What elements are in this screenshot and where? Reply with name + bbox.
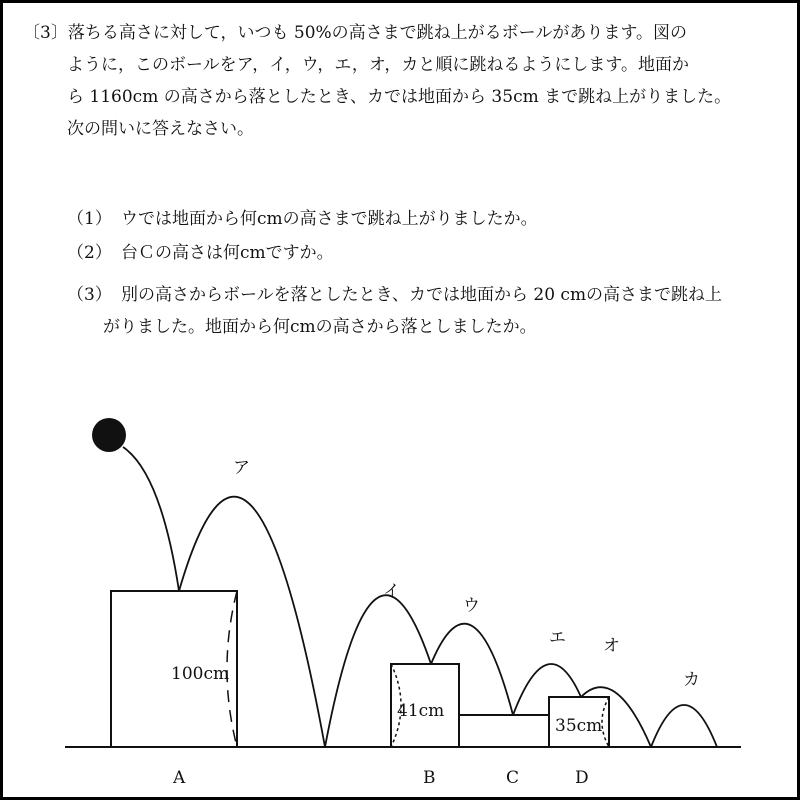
- platform-c: [459, 715, 549, 747]
- problem-line: ように，このボールをア，イ，ウ，エ，オ，カと順に跳ねるようにします。地面か: [67, 55, 690, 75]
- ball: [92, 418, 126, 452]
- question-text-continued: がりました。地面から何cmの高さから落としましたか。: [103, 317, 537, 337]
- platform-label-d: D: [575, 768, 589, 788]
- height-label-d: 35cm: [555, 716, 603, 736]
- bounce-label-i: イ: [383, 582, 400, 602]
- bounce-label-o: オ: [603, 636, 620, 656]
- height-label-a: 100cm: [171, 664, 230, 684]
- bounce-figure: [3, 3, 797, 797]
- height-label-b: 41cm: [397, 701, 445, 721]
- question-text: 別の高さからボールを落としたとき、カでは地面から 20 cmの高さまで跳ね上: [121, 285, 723, 305]
- question-number: （1）: [67, 209, 112, 229]
- problem-line: 次の問いに答えなさい。: [67, 119, 254, 139]
- problem-line: ら 1160cm の高さから落としたとき、カでは地面から 35cm まで跳ね上がりました。: [67, 87, 732, 107]
- bounce-label-ka: カ: [683, 670, 700, 690]
- bounce-label-a: ア: [233, 458, 250, 478]
- question-number: （3）: [67, 285, 112, 305]
- question-text: ウでは地面から何cmの高さまで跳ね上がりましたか。: [121, 209, 538, 229]
- bounce-label-u: ウ: [463, 596, 480, 616]
- drop-path: [123, 447, 179, 591]
- platform-label-c: C: [506, 768, 520, 788]
- bounce-label-e: エ: [549, 628, 566, 648]
- problem-line: 〔3〕落ちる高さに対して，いつも 50%の高さまで跳ね上がるボールがあります。図の: [23, 23, 687, 43]
- platform-label-b: B: [423, 768, 436, 788]
- question-text: 台Ｃの高さは何cmですか。: [121, 243, 334, 263]
- platform-label-a: A: [173, 768, 186, 788]
- question-number: （2）: [67, 243, 112, 263]
- bounce-path-ka: [651, 705, 717, 747]
